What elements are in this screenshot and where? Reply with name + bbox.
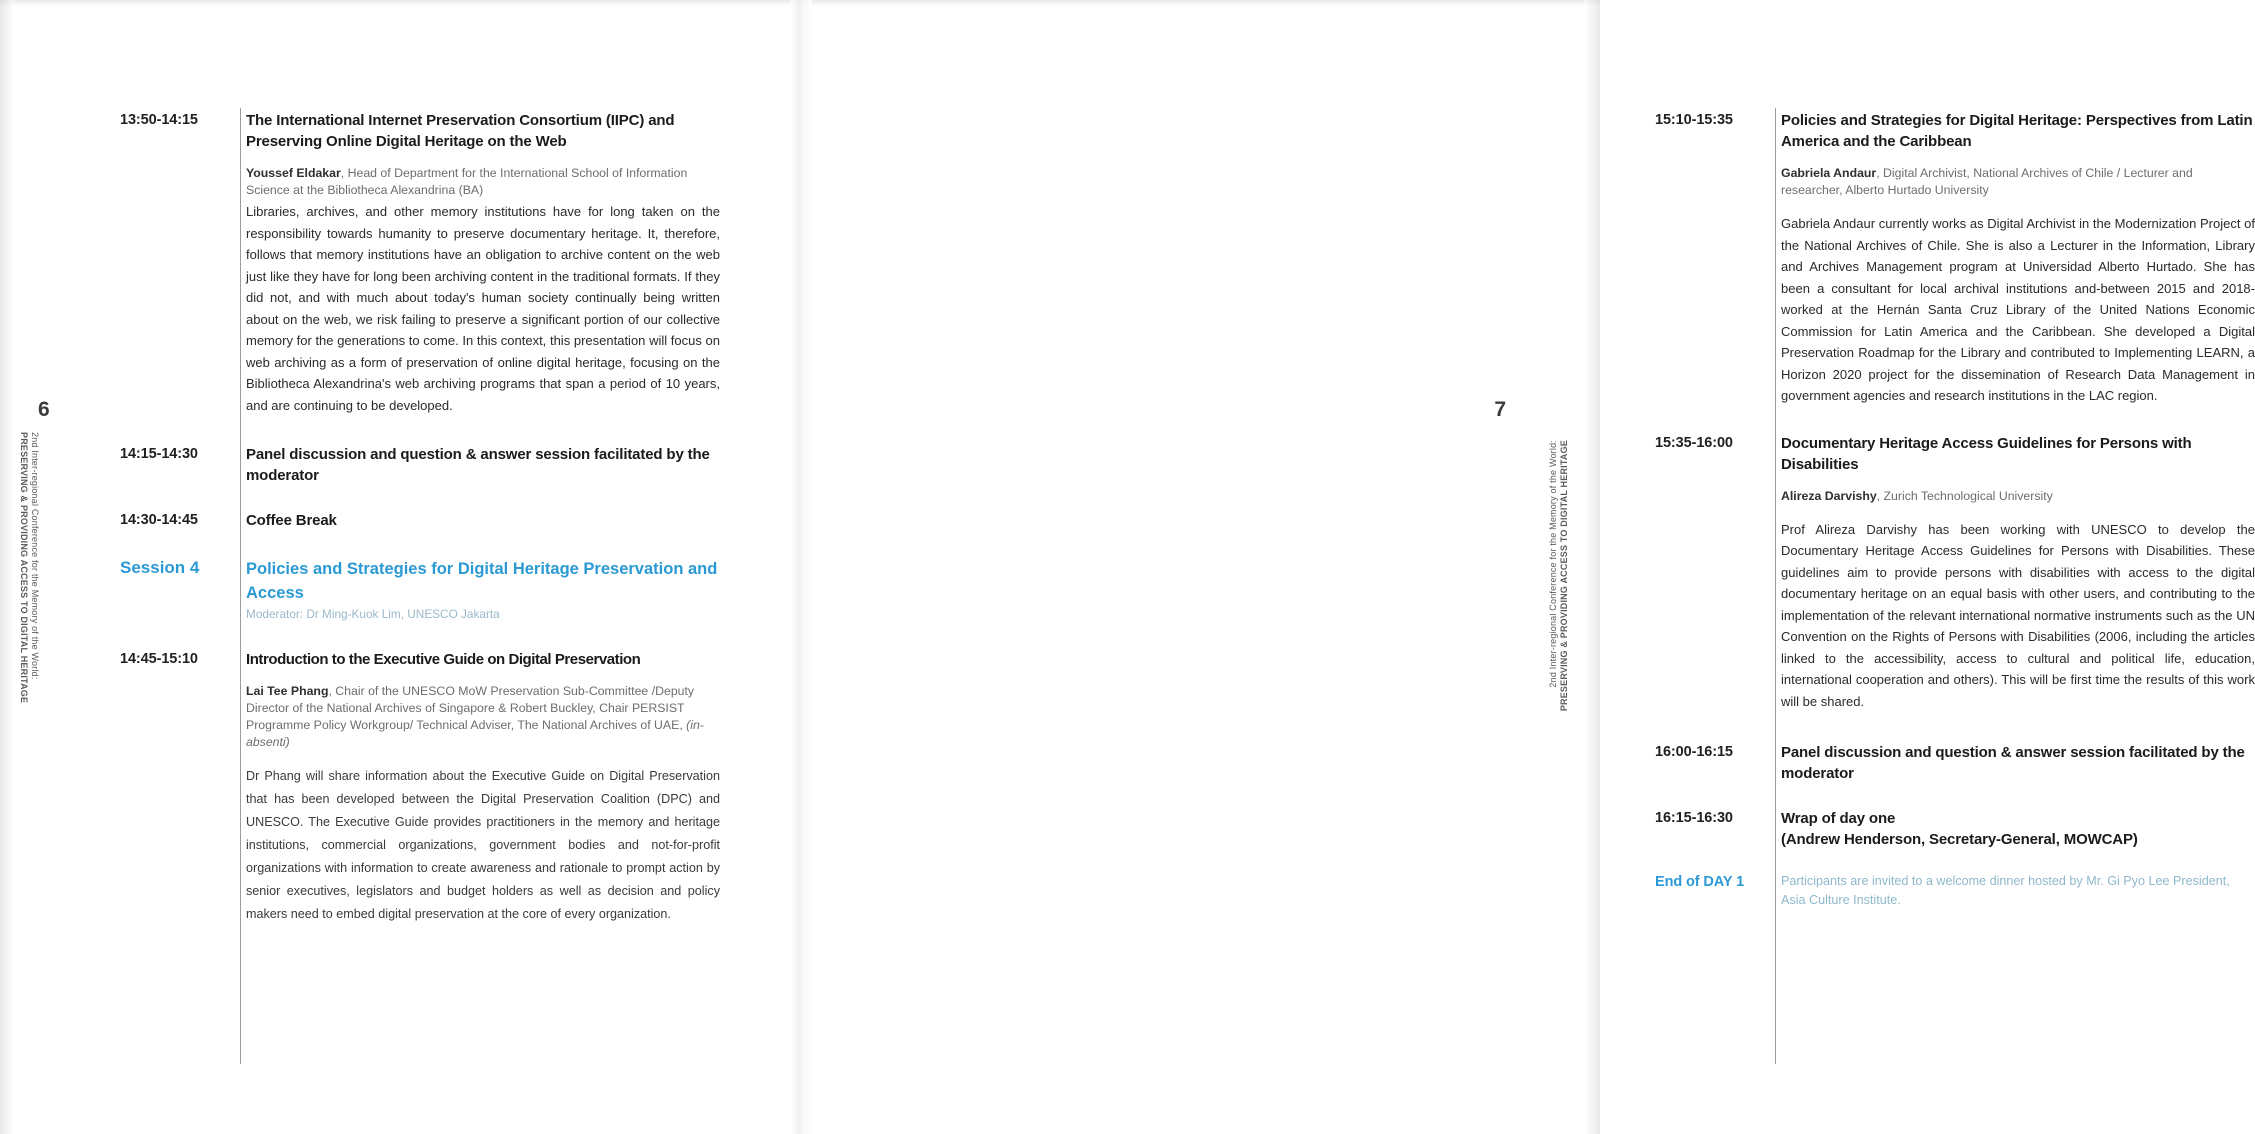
entry-time: 15:35-16:00 (1655, 434, 1733, 451)
agenda-entry (120, 649, 720, 926)
entry-title: Policies and Strategies for Digital Heritage: Perspectives from Latin America and the Caribbean (1781, 112, 2253, 150)
agenda-entry (120, 510, 720, 531)
entry-body (232, 444, 720, 486)
session-label: Session 4 (120, 558, 200, 577)
entry-speaker (246, 165, 720, 199)
entry-time: 14:30-14:45 (120, 512, 198, 528)
entry-title: Coffee Break (246, 512, 337, 529)
agenda-entry (1655, 433, 2255, 713)
speaker-name: Gabriela Andaur (1781, 166, 1877, 180)
entry-title: Wrap of day one (1781, 810, 1896, 827)
entry-abstract: Prof Alireza Darvishy has been working with UNESCO to develop the Documentary Heritage Access Guidelines for Persons with Disabilities. These guidelines aim to provide persons with disabilities with access to the digital documentary heritage on an equal basis with other users, and contributing to the implementation of the relevant international normative instruments such as the UN Convention on the Rights of Persons with Disabilities (2006, including the articles linked to the accessibility, access to cultural and political life, education, international cooperation and others). This will be first time the results of this work will be shared. (1781, 521, 2255, 709)
session-title: Policies and Strategies for Digital Heritage Preservation and Access (246, 560, 718, 602)
running-head-line2: PRESERVING & PROVIDING ACCESS TO DIGITAL HERITAGE (19, 432, 29, 704)
page-number-left: 6 (38, 398, 50, 421)
session-body (232, 557, 720, 621)
running-head-line1: 2nd Inter-regional Conference for the Memory of the World: (1548, 440, 1558, 688)
entry-speaker (1781, 488, 2255, 505)
entry-body (1767, 110, 2255, 407)
running-head-line1: 2nd Inter-regional Conference for the Memory of the World: (30, 432, 40, 680)
entry-title: Panel discussion and question & answer session facilitated by the moderator (1781, 744, 2245, 782)
page-number-right: 7 (1494, 398, 1506, 421)
entry-title: Documentary Heritage Access Guidelines for Persons with Disabilities (1781, 434, 2192, 473)
entry-abstract: Gabriela Andaur currently works as Digital Archivist in the Modernization Project of the National Archives of Chile. She is also a Lecturer in the Information, Library and Archives Management program at Universidad Alberto Hurtado. She has been a consultant for local archival institutions and-between 2015 and 2018- worked at the Hernán Santa Cruz Library of the United Nations Economic Commission for Latin America and the Caribbean. She developed a Digital Preservation Roadmap for the Library and contributed to Implementing LEARN, a Horizon 2020 project for the dissemination of Research Data Management in government agencies and research institutions in the LAC region. (1781, 216, 2255, 403)
agenda-entry (120, 444, 720, 486)
entry-title: The International Internet Preservation Consortium (IIPC) and Preserving Online Digital Heritage on the Web (246, 112, 675, 150)
entry-speaker (246, 683, 720, 751)
entry-time: 16:00-16:15 (1655, 744, 1733, 760)
entry-speaker (1781, 165, 2255, 199)
entry-body (1767, 742, 2255, 784)
end-of-day-note: Participants are invited to a welcome dinner hosted by Mr. Gi Pyo Lee President, Asia Culture Institute. (1781, 874, 2230, 907)
end-of-day-row (1655, 872, 2255, 910)
right-page (800, 0, 2255, 1134)
session-moderator: Moderator: Dr Ming-Kuok Lim, UNESCO Jakarta (246, 607, 500, 621)
speaker-role: , Chair of the UNESCO MoW Preservation Sub-Committee /Deputy Director of the National Archives of Singapore & Robert Buckley, Chair PERSIST Programme Policy Workgroup/ Technical Adviser, The National Archives of UAE, (246, 684, 695, 732)
entry-title: Panel discussion and question & answer session facilitated by the moderator (246, 446, 710, 484)
speaker-name: Lai Tee Phang (246, 684, 329, 698)
speaker-role: , Head of Department for the International School of Information Science at the Bibliotheca Alexandrina (BA) (246, 166, 688, 197)
entry-body (232, 510, 720, 531)
speaker-note: (in-absenti) (246, 718, 704, 749)
entry-time: 15:10-15:35 (1655, 112, 1733, 128)
entry-time: 14:15-14:30 (120, 446, 198, 462)
left-page-content (120, 110, 720, 948)
left-page (0, 0, 800, 1134)
entry-time: 14:45-15:10 (120, 651, 198, 667)
end-of-day-label: End of DAY 1 (1655, 874, 1745, 890)
running-head-left (18, 432, 40, 703)
entry-time: 13:50-14:15 (120, 112, 198, 128)
entry-body (1767, 808, 2255, 850)
speaker-role: , Zurich Technological University (1876, 488, 2053, 503)
entry-body (1767, 433, 2255, 713)
agenda-entry (1655, 742, 2255, 784)
speaker-name: Youssef Eldakar (246, 166, 341, 180)
agenda-entry (1655, 808, 2255, 850)
entry-abstract: Dr Phang will share information about the Executive Guide on Digital Preservation that has been developed between the Digital Preservation Coalition (DPC) and UNESCO. The Executive Guide provides practitioners in the memory and heritage institutions, commercial organizations, government bodies and not-for-profit organizations with information to create awareness and rationale to prompt action by senior executives, legislators and budget holders as well as decision and policy makers need to embed digital preservation at the core of every organization. (246, 769, 720, 921)
running-head-right (1548, 440, 1570, 711)
entry-body (232, 110, 720, 416)
running-head-line2: PRESERVING & PROVIDING ACCESS TO DIGITAL HERITAGE (1559, 440, 1569, 712)
entry-time: 16:15-16:30 (1655, 810, 1733, 826)
speaker-name: Alireza Darvishy (1781, 488, 1877, 503)
right-page-content (1655, 110, 2255, 932)
entry-title-secondary: (Andrew Henderson, Secretary-General, MOWCAP) (1781, 831, 2138, 848)
agenda-entry (120, 110, 720, 416)
entry-abstract: Libraries, archives, and other memory institutions have for long taken on the responsibility towards humanity to preserve documentary heritage. It, therefore, follows that memory institutions have an obligation to archive content on the web just like they have for long been archiving content in the traditional formats. If they did not, and with much about today's human society continually being written about on the web, we risk failing to preserve a significant portion of our collective memory for the generations to come. In this context, this presentation will focus on web archiving as a form of preservation of online digital heritage, focusing on the Bibliotheca Alexandrina's web archiving programs that span a period of 10 years, and are continuing to be developed. (246, 204, 720, 413)
agenda-entry (1655, 110, 2255, 407)
end-of-day-body (1767, 872, 2255, 910)
speaker-role: , Digital Archivist, National Archives of Chile / Lecturer and researcher, Alberto Hurtado University (1781, 166, 2193, 197)
entry-title: Introduction to the Executive Guide on Digital Preservation (246, 651, 641, 668)
session-header (120, 557, 720, 621)
entry-body (232, 649, 720, 926)
